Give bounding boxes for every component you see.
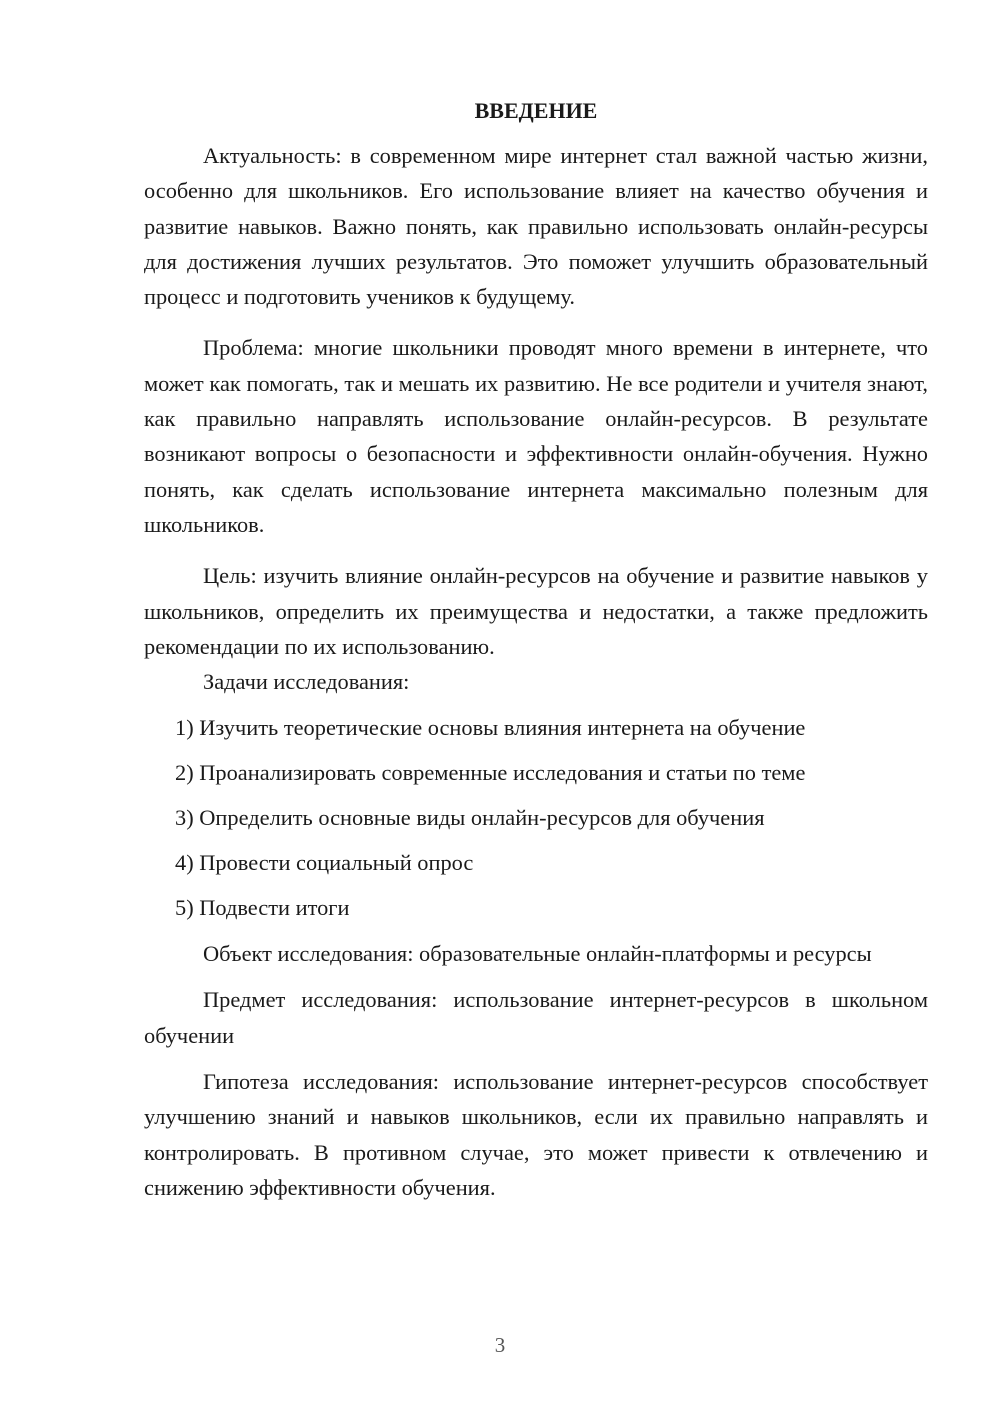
- document-page: [144, 94, 928, 1205]
- task-item: 4) Провести социальный опрос: [175, 850, 474, 876]
- relevance-paragraph: Актуальность: в современном мире интернет стал важной частью жизни, особенно для школьников. Его использование влияет на качество обучения и развитие навыков. Важно понять, как правильно использовать онлайн-ресурсы для достижения лучших результатов. Это поможет улучшить образовательный процесс и подготовить учеников к будущему.: [144, 143, 928, 310]
- hypothesis-paragraph: Гипотеза исследования: использование интернет-ресурсов способствует улучшению знаний и навыков школьников, если их правильно направлять и контролировать. В противном случае, это может привести к отвлечению и снижению эффективности обучения.: [144, 1069, 928, 1200]
- page-number: 3: [494, 1333, 506, 1357]
- section-title: ВВЕДЕНИЕ: [474, 98, 598, 123]
- task-item: 2) Проанализировать современные исследования и статьи по теме: [175, 760, 806, 786]
- goal-paragraph: Цель: изучить влияние онлайн-ресурсов на обучение и развитие навыков у школьников, определить их преимущества и недостатки, а также предложить рекомендации по их использованию.: [144, 563, 928, 659]
- object-paragraph: Объект исследования: образовательные онлайн-платформы и ресурсы: [203, 941, 872, 967]
- tasks-list: [144, 710, 928, 925]
- problem-paragraph: Проблема: многие школьники проводят много времени в интернете, что может как помогать, так и мешать их развитию. Не все родители и учителя знают, как правильно направлять использование онлайн-ресурсов. В результате возникают вопросы о безопасности и эффективности онлайн-обучения. Нужно понять, как сделать использование интернета максимально полезным для школьников.: [144, 335, 928, 537]
- task-item: 1) Изучить теоретические основы влияния интернета на обучение: [175, 715, 806, 741]
- task-item: 3) Определить основные виды онлайн-ресурсов для обучения: [175, 805, 765, 831]
- tasks-heading: Задачи исследования:: [203, 669, 410, 695]
- task-item: 5) Подвести итоги: [175, 895, 350, 921]
- subject-paragraph: Предмет исследования: использование интернет-ресурсов в школьном обучении: [144, 987, 928, 1048]
